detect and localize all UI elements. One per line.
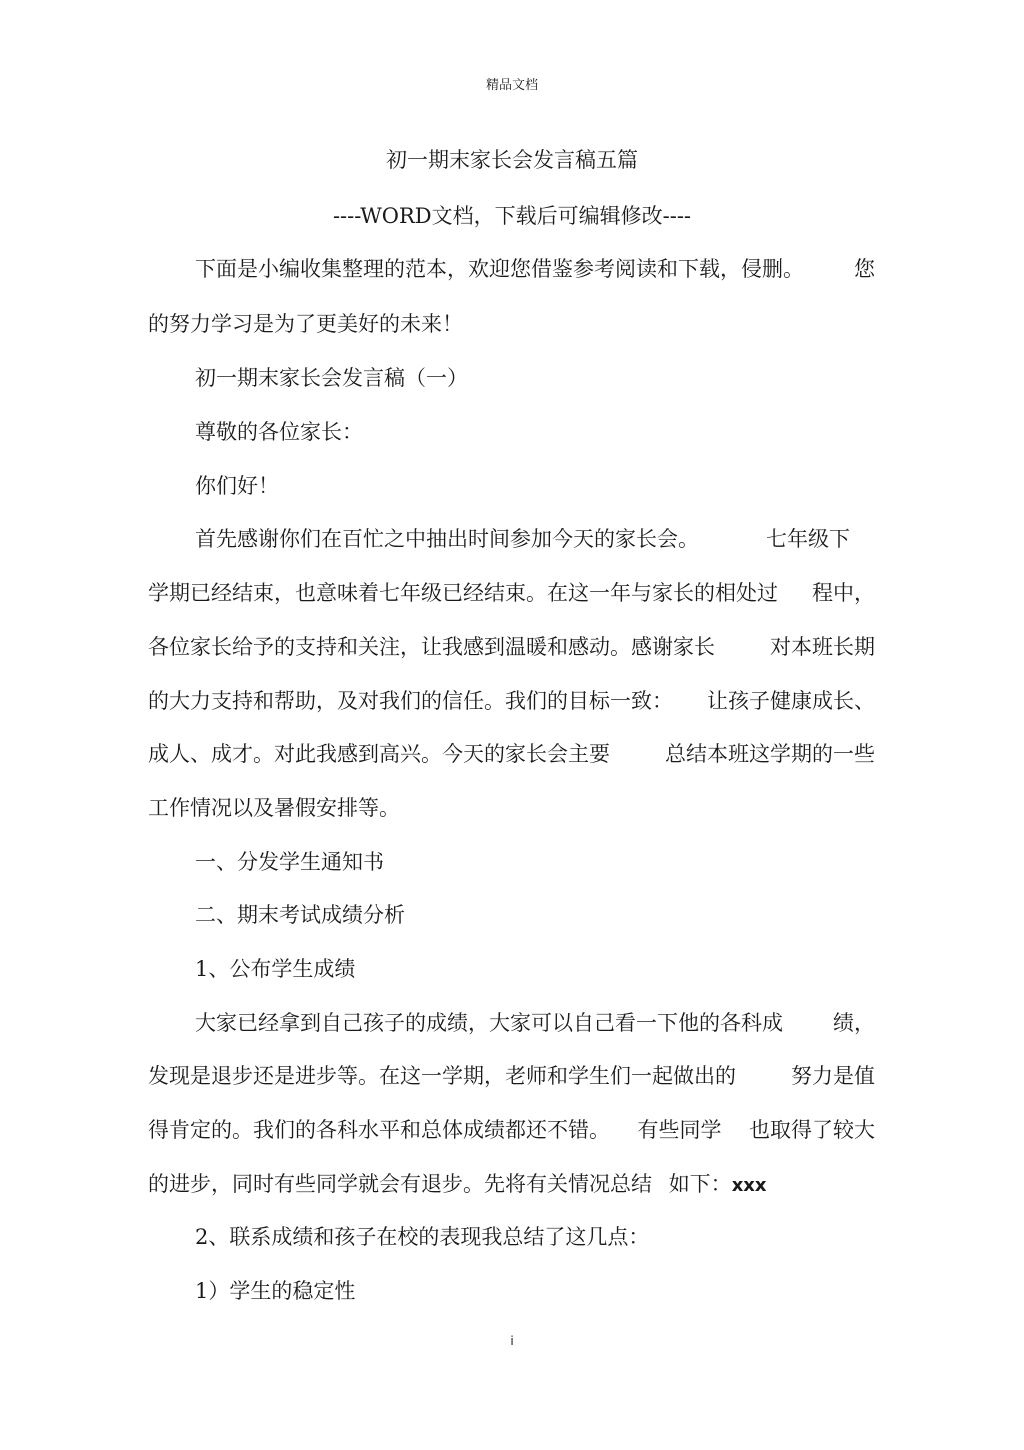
- text-segment: 各位家长给予的支持和关注，让我感到温暖和感动。感谢家长: [148, 635, 715, 659]
- paragraph-line: [148, 740, 875, 768]
- document-title: 初一期末家长会发言稿五篇: [386, 148, 638, 172]
- list-item: 1、公布学生成绩: [195, 957, 356, 981]
- text-segment: 七年级下: [766, 527, 850, 551]
- paragraph-line: [195, 255, 875, 283]
- text-segment: 的进步，同时有些同学就会有退步。先将有关情况总结: [148, 1172, 652, 1196]
- text-segment: xxx: [731, 1175, 767, 1196]
- paragraph-line: 工作情况以及暑假安排等。: [148, 796, 400, 820]
- text-segment: 下面是小编收集整理的范本，欢迎您借鉴参考阅读和下载，侵删。: [195, 257, 804, 281]
- paragraph-line: [148, 1170, 767, 1200]
- text-segment: 努力是值: [791, 1064, 875, 1088]
- text-segment: 也取得了较大: [749, 1118, 875, 1142]
- text-segment: 让孩子健康成长、: [707, 689, 875, 713]
- section-heading: 初一期末家长会发言稿（一）: [195, 366, 468, 390]
- paragraph-line: [148, 1116, 875, 1144]
- text-segment: 对本班长期: [770, 635, 875, 659]
- paragraph-line: [148, 1062, 875, 1090]
- text-segment: 您: [854, 257, 875, 281]
- text-segment: 的大力支持和帮助，及对我们的信任。我们的目标一致：: [148, 689, 673, 713]
- text-segment: 学期已经结束，也意味着七年级已经结束。在这一年与家长的相处过: [148, 581, 778, 605]
- text-segment: 得肯定的。我们的各科水平和总体成绩都还不错。: [148, 1118, 610, 1142]
- list-item: 一、分发学生通知书: [195, 850, 384, 874]
- text-segment: 如下：: [668, 1172, 732, 1196]
- paragraph-line: [148, 687, 875, 715]
- text-segment: 绩，: [833, 1011, 875, 1035]
- list-item: 1）学生的稳定性: [195, 1279, 356, 1303]
- salutation: 尊敬的各位家长：: [195, 420, 363, 444]
- text-segment: 发现是退步还是进步等。在这一学期，老师和学生们一起做出的: [148, 1064, 736, 1088]
- document-subtitle: ----WORD文档，下载后可编辑修改----: [332, 204, 692, 228]
- page-header: 精品文档: [485, 78, 538, 93]
- text-segment: 大家已经拿到自己孩子的成绩，大家可以自己看一下他的各科成: [195, 1011, 783, 1035]
- text-segment: 首先感谢你们在百忙之中抽出时间参加今天的家长会。: [195, 527, 699, 551]
- text-segment: 程中，: [812, 581, 875, 605]
- text-segment: 有些同学: [637, 1118, 722, 1142]
- paragraph-line: [195, 525, 850, 553]
- paragraph-line: [148, 633, 875, 661]
- list-item: 2、联系成绩和孩子在校的表现我总结了这几点：: [195, 1225, 650, 1249]
- greeting: 你们好！: [195, 474, 279, 498]
- text-segment: 总结本班这学期的一些: [665, 742, 875, 766]
- text-segment: 成人、成才。对此我感到高兴。今天的家长会主要: [148, 742, 610, 766]
- page-number: i: [510, 1334, 514, 1348]
- paragraph-line: [195, 1009, 875, 1037]
- paragraph-line: 的努力学习是为了更美好的未来！: [148, 312, 463, 336]
- list-item: 二、期末考试成绩分析: [195, 903, 405, 927]
- paragraph-line: [148, 579, 875, 607]
